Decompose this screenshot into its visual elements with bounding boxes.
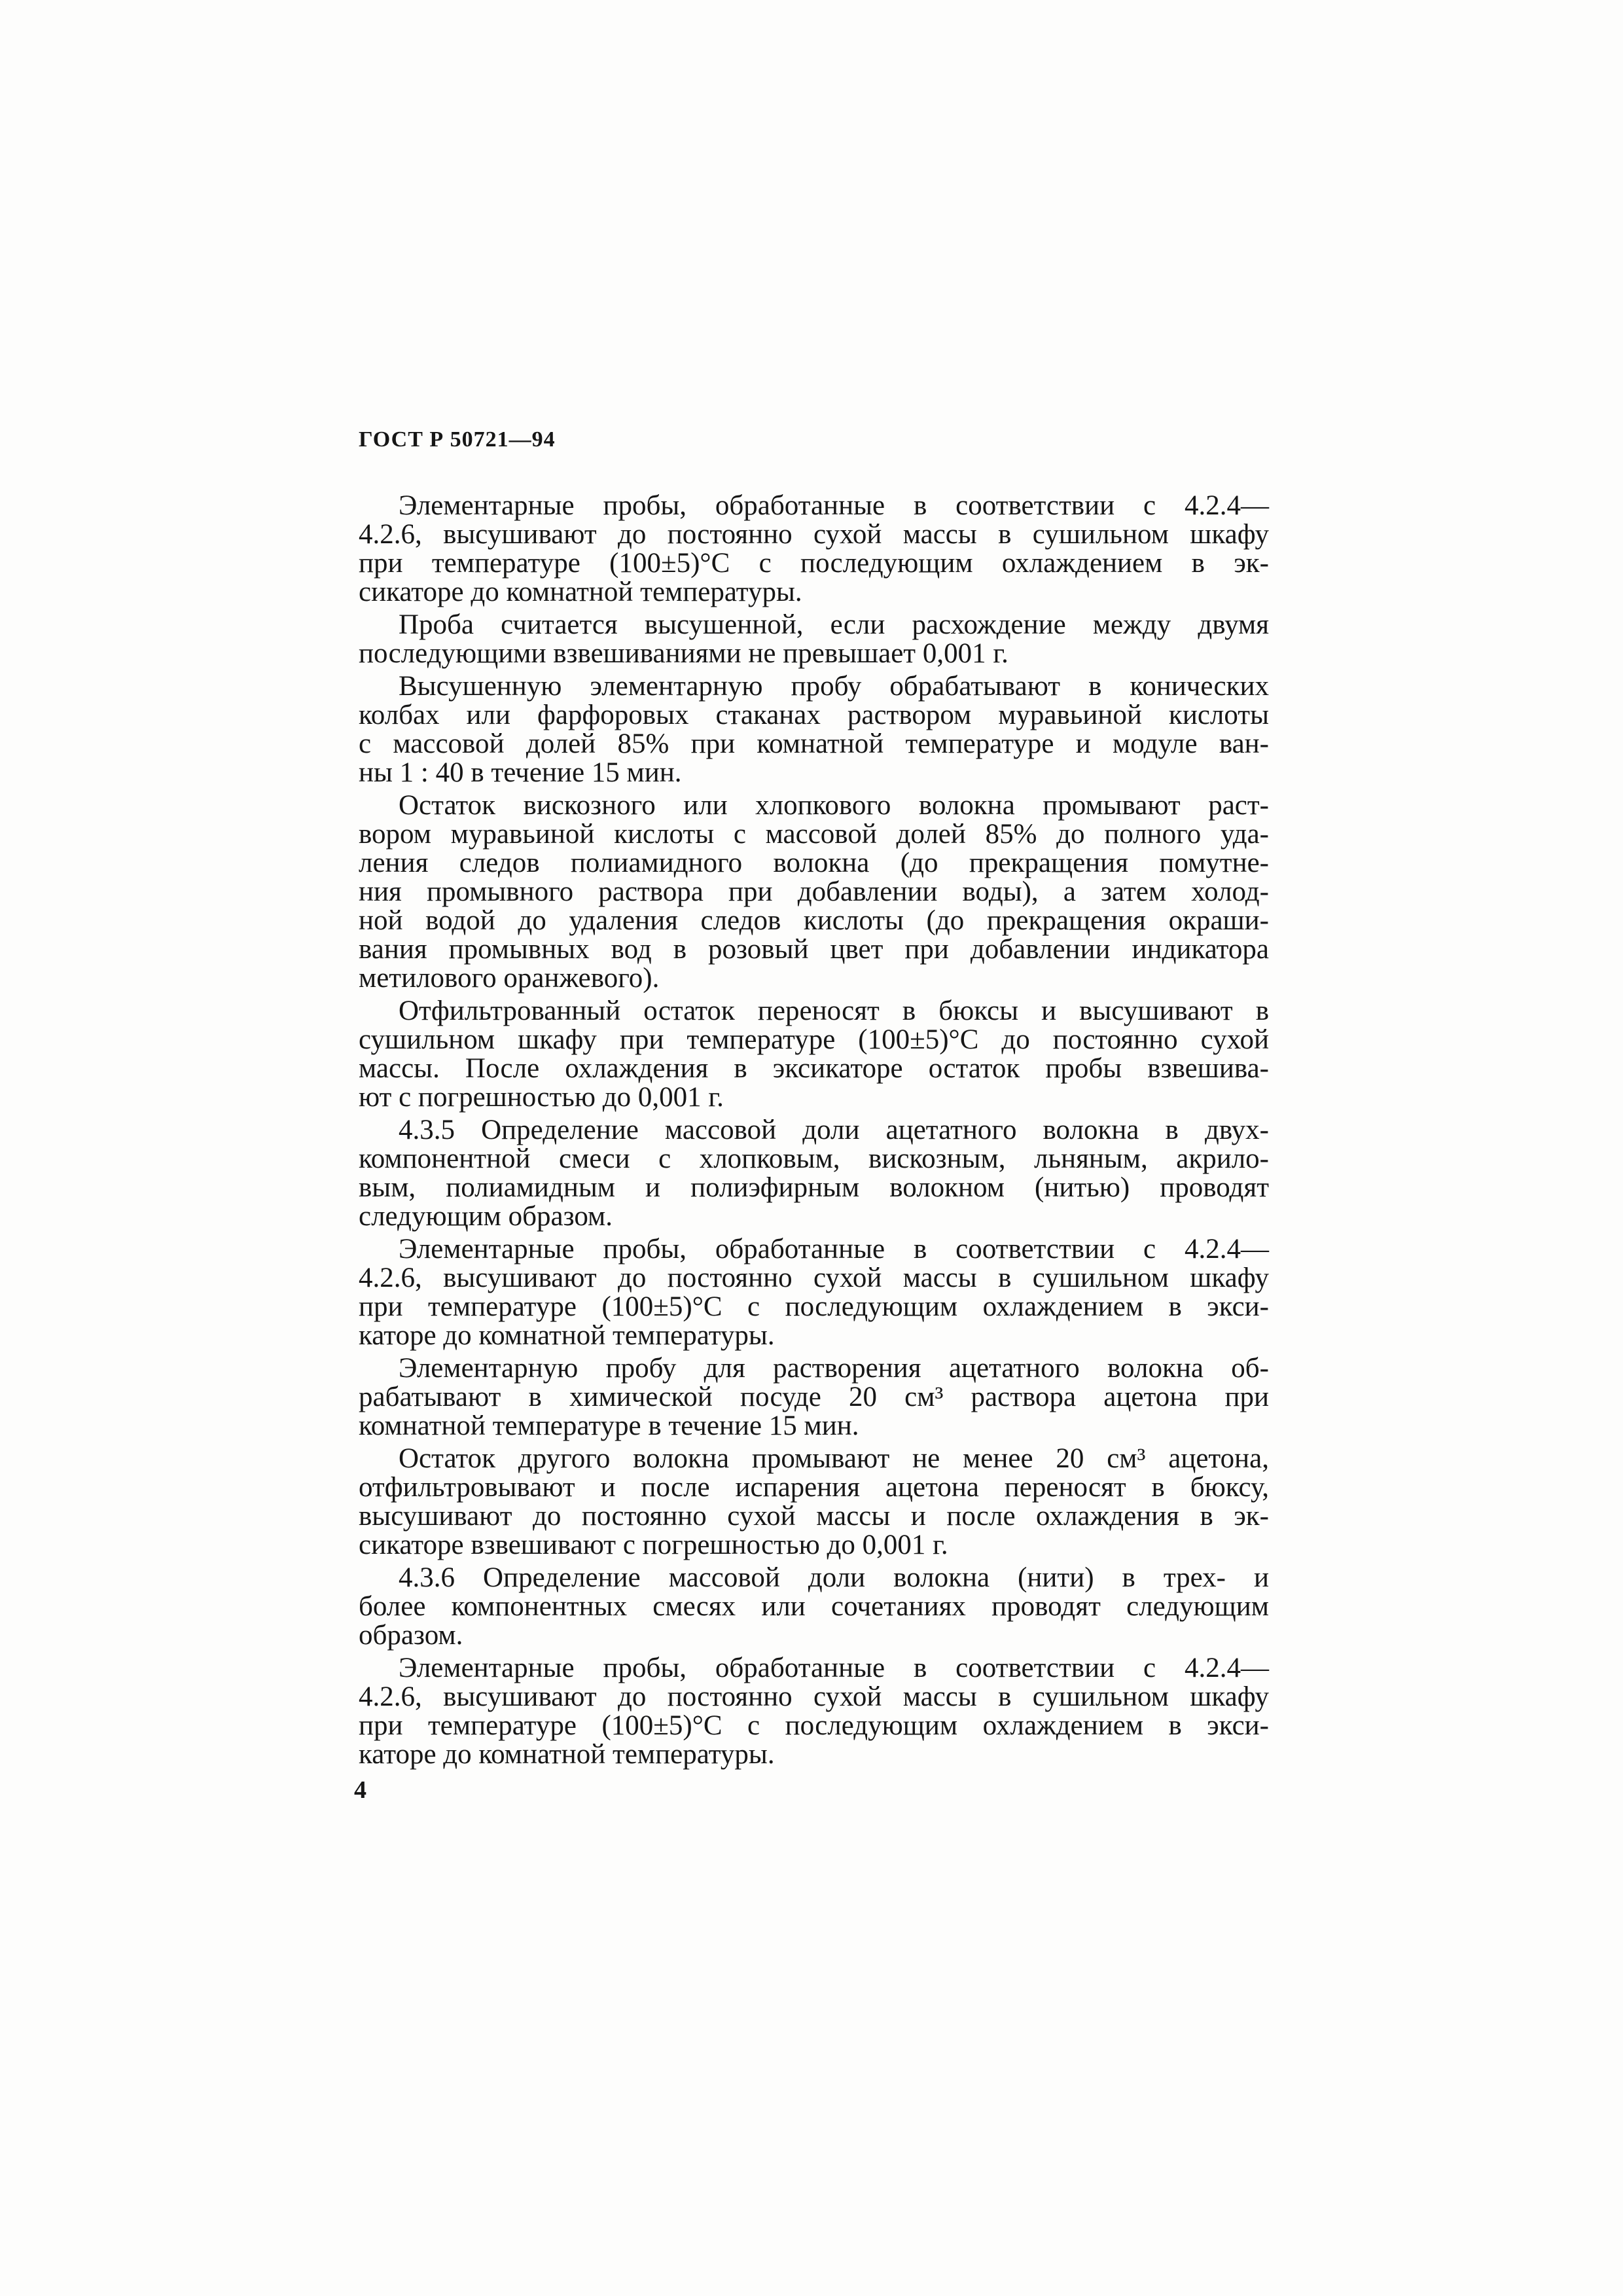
text-line: ной водой до удаления следов кислоты (до прекращения окраши-	[359, 905, 1269, 936]
text-line: при температуре (100±5)°С с последующим охлаждением в эк-	[359, 548, 1269, 579]
text-line: Высушенную элементарную пробу обрабатывают в конических	[399, 671, 1269, 702]
text-line: Проба считается высушенной, если расхождение между двумя	[399, 609, 1269, 640]
text-line: высушивают до постоянно сухой массы и после охлаждения в эк-	[359, 1501, 1269, 1532]
text-line: комнатной температуре в течение 15 мин.	[359, 1410, 859, 1441]
text-line: компонентной смеси с хлопковым, вискозным, льняным, акрило-	[359, 1143, 1269, 1174]
text-line: 4.2.6, высушивают до постоянно сухой массы в сушильном шкафу	[359, 519, 1269, 550]
text-line: Остаток другого волокна промывают не менее 20 см³ ацетона,	[399, 1443, 1269, 1474]
text-line: сикаторе до комнатной температуры.	[359, 577, 802, 607]
text-line: при температуре (100±5)°С с последующим охлаждением в экси-	[359, 1710, 1269, 1741]
paragraph	[359, 672, 1269, 787]
paragraph	[359, 1235, 1269, 1350]
text-line: Элементарные пробы, обработанные в соответствии с 4.2.4—	[399, 1234, 1269, 1265]
paragraph	[359, 791, 1269, 993]
paragraph	[359, 1444, 1269, 1560]
text-line: ления следов полиамидного волокна (до прекращения помутне-	[359, 848, 1269, 878]
text-line: ния промывного раствора при добавлении воды), а затем холод-	[359, 876, 1269, 907]
paragraph	[359, 492, 1269, 607]
paragraph	[359, 1116, 1269, 1231]
text-line: вором муравьиной кислоты с массовой долей 85% до полного уда-	[359, 819, 1269, 850]
text-line: образом.	[359, 1620, 463, 1651]
text-line: Элементарные пробы, обработанные в соответствии с 4.2.4—	[399, 1653, 1269, 1683]
text-line: ют с погрешностью до 0,001 г.	[359, 1082, 724, 1113]
text-line: метилового оранжевого).	[359, 963, 660, 994]
text-line: массы. После охлаждения в эксикаторе остаток пробы взвешива-	[359, 1053, 1269, 1084]
text-line: 4.3.5 Определение массовой доли ацетатного волокна в двух-	[399, 1115, 1269, 1145]
text-line: с массовой долей 85% при комнатной температуре и модуле ван-	[359, 728, 1269, 759]
text-line: 4.3.6 Определение массовой доли волокна (нити) в трех- и	[399, 1562, 1269, 1593]
paragraph	[359, 997, 1269, 1112]
page-number: 4	[354, 1776, 366, 1804]
text-line: Отфильтрованный остаток переносят в бюксы и высушивают в	[399, 996, 1269, 1026]
text-line: более компонентных смесях или сочетаниях проводят следующим	[359, 1591, 1269, 1622]
text-line: ны 1 : 40 в течение 15 мин.	[359, 757, 682, 788]
text-line: каторе до комнатной температуры.	[359, 1320, 775, 1351]
text-line: 4.2.6, высушивают до постоянно сухой массы в сушильном шкафу	[359, 1263, 1269, 1293]
paragraph	[359, 1564, 1269, 1650]
body-text	[359, 492, 1269, 1769]
paragraph	[359, 611, 1269, 668]
text-line: колбах или фарфоровых стаканах раствором муравьиной кислоты	[359, 700, 1269, 730]
text-line: каторе до комнатной температуры.	[359, 1739, 775, 1770]
text-line: Элементарные пробы, обработанные в соответствии с 4.2.4—	[399, 490, 1269, 521]
text-line: при температуре (100±5)°С с последующим охлаждением в экси-	[359, 1291, 1269, 1322]
text-line: вым, полиамидным и полиэфирным волокном (нитью) проводят	[359, 1172, 1269, 1203]
paragraph	[359, 1354, 1269, 1441]
document-header: ГОСТ Р 50721—94	[359, 427, 556, 452]
text-line: вания промывных вод в розовый цвет при добавлении индикатора	[359, 934, 1269, 965]
text-line: Остаток вискозного или хлопкового волокна промывают раст-	[399, 790, 1269, 821]
text-line: отфильтровывают и после испарения ацетона переносят в бюксу,	[359, 1472, 1269, 1503]
text-line: сушильном шкафу при температуре (100±5)°С до постоянно сухой	[359, 1024, 1269, 1055]
text-line: Элементарную пробу для растворения ацетатного волокна об-	[399, 1353, 1269, 1384]
text-line: последующими взвешиваниями не превышает 0,001 г.	[359, 638, 1008, 669]
text-line: следующим образом.	[359, 1201, 613, 1232]
paragraph	[359, 1654, 1269, 1769]
text-line: 4.2.6, высушивают до постоянно сухой массы в сушильном шкафу	[359, 1681, 1269, 1712]
text-line: сикаторе взвешивают с погрешностью до 0,001 г.	[359, 1530, 948, 1560]
text-line: рабатывают в химической посуде 20 см³ раствора ацетона при	[359, 1382, 1269, 1412]
